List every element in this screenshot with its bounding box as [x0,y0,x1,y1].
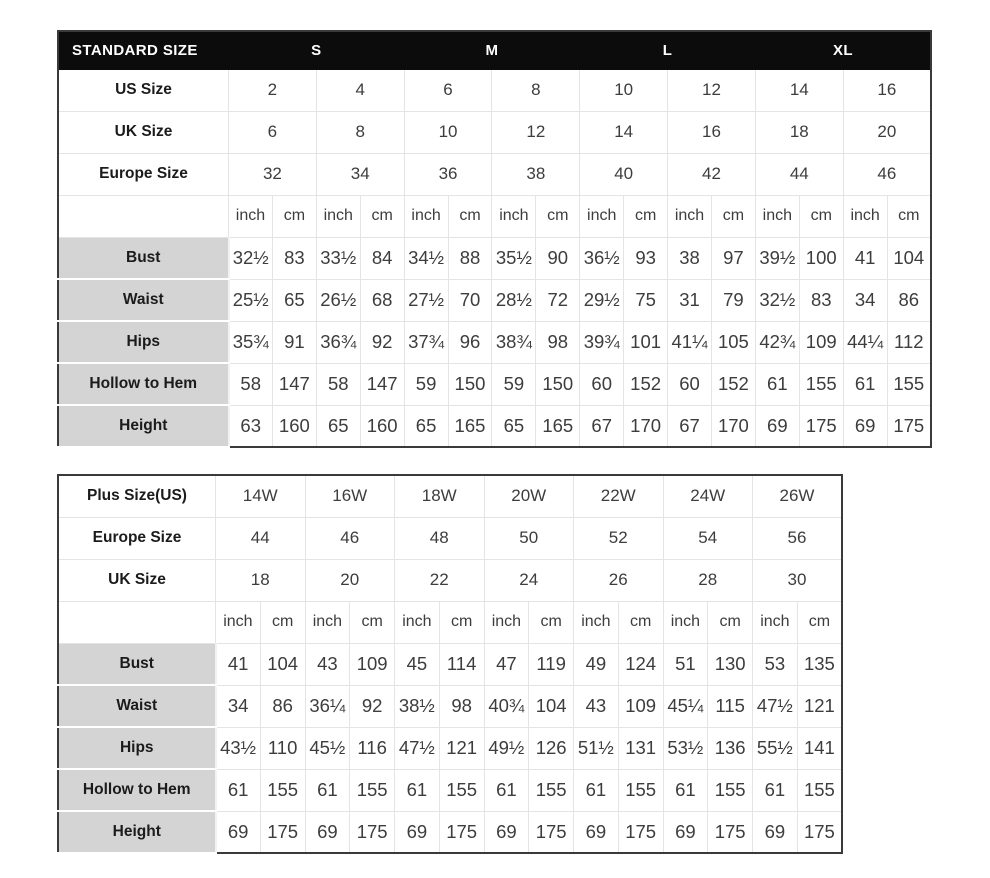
size-value-cell: 6 [404,69,492,111]
unit-row [58,195,931,237]
measurement-cell: 155 [439,769,484,811]
size-value-cell: 20W [484,475,574,517]
measurement-cell: 61 [216,769,261,811]
unit-cell: cm [439,601,484,643]
measurement-cell: 61 [843,363,887,405]
measurement-cell: 155 [350,769,395,811]
measurement-cell: 97 [711,237,755,279]
size-value-cell: 54 [663,517,753,559]
measurement-cell: 175 [439,811,484,853]
measurement-cell: 45 [395,643,440,685]
measurement-cell: 152 [711,363,755,405]
measurement-cell: 53 [753,643,798,685]
measurement-cell: 170 [624,405,668,447]
size-value-cell: 26 [574,559,664,601]
measurement-cell: 109 [799,321,843,363]
size-value-cell: 14 [580,111,668,153]
measurement-cell: 69 [843,405,887,447]
measurement-row [58,811,842,853]
measurement-cell: 37¾ [404,321,448,363]
measurement-cell: 160 [272,405,316,447]
measurement-cell: 104 [887,237,931,279]
measurement-cell: 44¼ [843,321,887,363]
measurement-row [58,769,842,811]
row-label: Height [58,405,229,447]
measurement-cell: 98 [536,321,580,363]
measurement-cell: 36½ [580,237,624,279]
size-value-cell: 36 [404,153,492,195]
size-row [58,153,931,195]
measurement-cell: 155 [708,769,753,811]
row-label: Plus Size(US) [58,475,216,517]
size-value-cell: 8 [492,69,580,111]
unit-row [58,601,842,643]
size-value-cell: 18 [755,111,843,153]
size-value-cell: 20 [843,111,931,153]
unit-cell: inch [580,195,624,237]
measurement-cell: 69 [755,405,799,447]
measurement-cell: 155 [887,363,931,405]
measurement-cell: 69 [395,811,440,853]
size-value-cell: 18W [395,475,485,517]
row-label: Hollow to Hem [58,769,216,811]
row-label: Hollow to Hem [58,363,229,405]
size-value-cell: 10 [404,111,492,153]
measurement-cell: 69 [753,811,798,853]
measurement-cell: 70 [448,279,492,321]
measurement-cell: 86 [887,279,931,321]
measurement-cell: 61 [305,769,350,811]
row-label: UK Size [58,559,216,601]
measurement-cell: 98 [439,685,484,727]
measurement-cell: 155 [260,769,305,811]
size-value-cell: 44 [755,153,843,195]
unit-cell: inch [484,601,529,643]
measurement-cell: 121 [797,685,842,727]
size-value-cell: 20 [305,559,395,601]
measurement-cell: 130 [708,643,753,685]
measurement-cell: 91 [272,321,316,363]
size-value-cell: 16 [668,111,756,153]
measurement-cell: 115 [708,685,753,727]
measurement-cell: 160 [360,405,404,447]
size-value-cell: 22W [574,475,664,517]
measurement-cell: 49½ [484,727,529,769]
measurement-cell: 86 [260,685,305,727]
size-value-cell: 6 [229,111,317,153]
measurement-cell: 65 [492,405,536,447]
row-label: Waist [58,685,216,727]
measurement-cell: 101 [624,321,668,363]
measurement-cell: 79 [711,279,755,321]
size-value-cell: 14W [216,475,306,517]
measurement-cell: 104 [260,643,305,685]
unit-cell: cm [797,601,842,643]
unit-cell: cm [272,195,316,237]
measurement-cell: 41 [216,643,261,685]
measurement-cell: 105 [711,321,755,363]
measurement-cell: 32½ [229,237,273,279]
measurement-cell: 100 [799,237,843,279]
measurement-row [58,321,931,363]
unit-cell: cm [618,601,663,643]
unit-cell: inch [305,601,350,643]
unit-cell: inch [404,195,448,237]
size-value-cell: 18 [216,559,306,601]
measurement-cell: 65 [316,405,360,447]
unit-cell: cm [350,601,395,643]
measurement-cell: 69 [484,811,529,853]
measurement-cell: 36¾ [316,321,360,363]
measurement-cell: 35¾ [229,321,273,363]
size-value-cell: 32 [229,153,317,195]
measurement-cell: 38½ [395,685,440,727]
measurement-cell: 45½ [305,727,350,769]
row-label: Hips [58,727,216,769]
row-label: Bust [58,237,229,279]
size-value-cell: 40 [580,153,668,195]
unit-cell: inch [492,195,536,237]
measurement-cell: 114 [439,643,484,685]
measurement-cell: 88 [448,237,492,279]
measurement-cell: 109 [350,643,395,685]
size-value-cell: 14 [755,69,843,111]
measurement-cell: 147 [272,363,316,405]
unit-cell: inch [316,195,360,237]
unit-cell: inch [229,195,273,237]
unit-cell: inch [216,601,261,643]
size-row [58,559,842,601]
size-row [58,111,931,153]
measurement-cell: 59 [492,363,536,405]
measurement-cell: 69 [305,811,350,853]
measurement-cell: 150 [536,363,580,405]
size-group-label: S [229,31,405,69]
measurement-cell: 135 [797,643,842,685]
row-label: UK Size [58,111,229,153]
measurement-cell: 61 [574,769,619,811]
measurement-cell: 92 [350,685,395,727]
measurement-cell: 136 [708,727,753,769]
measurement-cell: 61 [484,769,529,811]
size-value-cell: 10 [580,69,668,111]
measurement-cell: 155 [529,769,574,811]
measurement-cell: 175 [618,811,663,853]
measurement-cell: 29½ [580,279,624,321]
unit-cell: inch [663,601,708,643]
measurement-cell: 84 [360,237,404,279]
row-label: Europe Size [58,517,216,559]
measurement-row [58,685,842,727]
measurement-cell: 41 [843,237,887,279]
measurement-cell: 51½ [574,727,619,769]
measurement-cell: 58 [316,363,360,405]
size-value-cell: 46 [843,153,931,195]
measurement-cell: 67 [668,405,712,447]
row-label: Hips [58,321,229,363]
size-value-cell: 2 [229,69,317,111]
measurement-cell: 51 [663,643,708,685]
measurement-cell: 43 [305,643,350,685]
unit-cell: inch [755,195,799,237]
measurement-row [58,643,842,685]
unit-cell: cm [360,195,404,237]
measurement-cell: 150 [448,363,492,405]
measurement-cell: 110 [260,727,305,769]
measurement-cell: 32½ [755,279,799,321]
measurement-cell: 175 [799,405,843,447]
measurement-cell: 39½ [755,237,799,279]
measurement-row [58,405,931,447]
measurement-cell: 63 [229,405,273,447]
measurement-cell: 33½ [316,237,360,279]
measurement-cell: 25½ [229,279,273,321]
measurement-cell: 55½ [753,727,798,769]
measurement-cell: 60 [580,363,624,405]
plus-size-table [57,474,843,854]
size-value-cell: 24W [663,475,753,517]
size-value-cell: 50 [484,517,574,559]
measurement-cell: 141 [797,727,842,769]
measurement-cell: 165 [448,405,492,447]
measurement-row [58,727,842,769]
unit-cell: cm [260,601,305,643]
empty-corner-cell [58,601,216,643]
measurement-row [58,279,931,321]
measurement-row [58,237,931,279]
measurement-cell: 38¾ [492,321,536,363]
measurement-cell: 92 [360,321,404,363]
measurement-cell: 170 [711,405,755,447]
measurement-cell: 28½ [492,279,536,321]
measurement-cell: 47 [484,643,529,685]
size-value-cell: 30 [753,559,843,601]
size-value-cell: 12 [668,69,756,111]
measurement-cell: 93 [624,237,668,279]
measurement-cell: 175 [260,811,305,853]
table-title: STANDARD SIZE [58,31,229,69]
measurement-cell: 60 [668,363,712,405]
row-label: Waist [58,279,229,321]
measurement-cell: 41¼ [668,321,712,363]
size-value-cell: 22 [395,559,485,601]
measurement-cell: 53½ [663,727,708,769]
measurement-cell: 175 [529,811,574,853]
row-label: Europe Size [58,153,229,195]
measurement-cell: 147 [360,363,404,405]
measurement-cell: 155 [797,769,842,811]
size-value-cell: 4 [316,69,404,111]
size-value-cell: 38 [492,153,580,195]
measurement-cell: 75 [624,279,668,321]
size-value-cell: 48 [395,517,485,559]
unit-cell: cm [711,195,755,237]
measurement-cell: 155 [799,363,843,405]
unit-cell: cm [448,195,492,237]
measurement-cell: 68 [360,279,404,321]
size-value-cell: 56 [753,517,843,559]
measurement-cell: 69 [574,811,619,853]
measurement-cell: 40¾ [484,685,529,727]
unit-cell: cm [708,601,753,643]
unit-cell: inch [574,601,619,643]
measurement-cell: 175 [887,405,931,447]
measurement-cell: 47½ [395,727,440,769]
measurement-cell: 175 [708,811,753,853]
row-label: Bust [58,643,216,685]
standard-size-table [57,30,932,448]
measurement-cell: 112 [887,321,931,363]
measurement-cell: 42¾ [755,321,799,363]
measurement-cell: 131 [618,727,663,769]
size-value-cell: 24 [484,559,574,601]
measurement-cell: 124 [618,643,663,685]
measurement-cell: 126 [529,727,574,769]
size-group-label: M [404,31,580,69]
measurement-cell: 175 [797,811,842,853]
measurement-cell: 121 [439,727,484,769]
unit-cell: cm [799,195,843,237]
unit-cell: inch [843,195,887,237]
unit-cell: inch [753,601,798,643]
measurement-cell: 109 [618,685,663,727]
measurement-cell: 83 [272,237,316,279]
measurement-cell: 69 [216,811,261,853]
measurement-cell: 104 [529,685,574,727]
measurement-cell: 34½ [404,237,448,279]
size-value-cell: 8 [316,111,404,153]
size-row [58,69,931,111]
table-header-row [58,31,931,69]
measurement-cell: 34 [843,279,887,321]
size-value-cell: 16W [305,475,395,517]
measurement-cell: 47½ [753,685,798,727]
measurement-cell: 165 [536,405,580,447]
measurement-cell: 69 [663,811,708,853]
empty-corner-cell [58,195,229,237]
measurement-cell: 36¼ [305,685,350,727]
size-value-cell: 42 [668,153,756,195]
measurement-cell: 43½ [216,727,261,769]
unit-cell: cm [536,195,580,237]
measurement-cell: 49 [574,643,619,685]
measurement-cell: 65 [404,405,448,447]
size-value-cell: 28 [663,559,753,601]
measurement-row [58,363,931,405]
measurement-cell: 61 [395,769,440,811]
measurement-cell: 61 [753,769,798,811]
measurement-cell: 119 [529,643,574,685]
measurement-cell: 61 [755,363,799,405]
measurement-cell: 116 [350,727,395,769]
size-value-cell: 12 [492,111,580,153]
measurement-cell: 61 [663,769,708,811]
measurement-cell: 83 [799,279,843,321]
measurement-cell: 65 [272,279,316,321]
size-value-cell: 34 [316,153,404,195]
measurement-cell: 152 [624,363,668,405]
measurement-cell: 90 [536,237,580,279]
row-label: US Size [58,69,229,111]
measurement-cell: 26½ [316,279,360,321]
size-row [58,475,842,517]
row-label: Height [58,811,216,853]
measurement-cell: 35½ [492,237,536,279]
unit-cell: cm [887,195,931,237]
unit-cell: cm [529,601,574,643]
measurement-cell: 31 [668,279,712,321]
size-group-label: XL [755,31,931,69]
size-value-cell: 52 [574,517,664,559]
measurement-cell: 72 [536,279,580,321]
size-value-cell: 44 [216,517,306,559]
unit-cell: inch [668,195,712,237]
measurement-cell: 67 [580,405,624,447]
size-value-cell: 46 [305,517,395,559]
measurement-cell: 39¾ [580,321,624,363]
measurement-cell: 59 [404,363,448,405]
unit-cell: cm [624,195,668,237]
size-group-label: L [580,31,756,69]
measurement-cell: 96 [448,321,492,363]
measurement-cell: 175 [350,811,395,853]
measurement-cell: 155 [618,769,663,811]
size-value-cell: 16 [843,69,931,111]
measurement-cell: 45¼ [663,685,708,727]
unit-cell: inch [395,601,440,643]
measurement-cell: 43 [574,685,619,727]
size-row [58,517,842,559]
measurement-cell: 58 [229,363,273,405]
measurement-cell: 27½ [404,279,448,321]
size-value-cell: 26W [753,475,843,517]
measurement-cell: 34 [216,685,261,727]
measurement-cell: 38 [668,237,712,279]
